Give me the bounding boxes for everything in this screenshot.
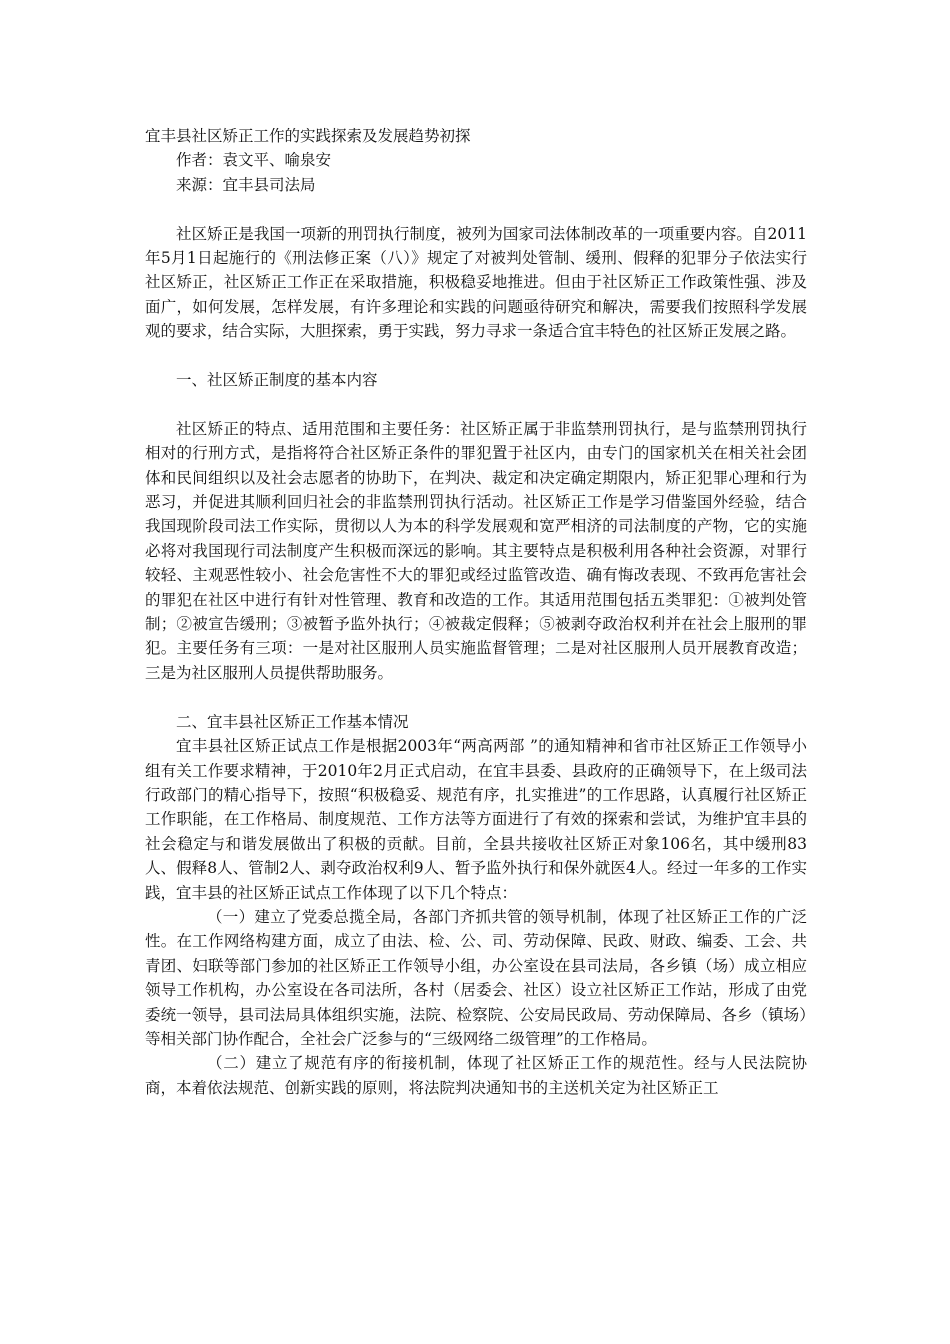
point-1-paragraph: （一）建立了党委总揽全局，各部门齐抓共管的领导机制，体现了社区矫正工作的广泛性。在工作网络构建方面，成立了由法、检、公、司、劳动保障、民政、财政、编委、工会、共青团、妇联等部门参加的社区矫正工作领导小组，办公室设在县司法局，各乡镇（场）成立相应领导工作机构，办公室设在各司法所，各村（居委会、社区）设立社区矫正工作站，形成了由党委统一领导，县司法局具体组织实施，法院、检察院、公安局民政局、劳动保障局、各乡（镇场）等相关部门协作配合，全社会广泛参与的“三级网络二级管理”的工作格局。 [145,907,807,1048]
section-2-paragraph: 宜丰县社区矫正试点工作是根据2003年“两高两部 ”的通知精神和省市社区矫正工作领导小组有关工作要求精神，于2010年2月正式启动，在宜丰县委、县政府的正确领导下，在上级司法行政部门的精心指导下，按照“积极稳妥、规范有序，扎实推进”的工作思路，认真履行社区矫正工作职能，在工作格局、制度规范、工作方法等方面进行了有效的探索和尝试，为维护宜丰县的社会稳定与和谐发展做出了积极的贡献。目前，全县共接收社区矫正对象106名，其中缓刑83人、假释8人、管制2人、剥夺政治权利9人、暂予监外执行和保外就医4人。经过一年多的工作实践，宜丰县的社区矫正试点工作体现了以下几个特点： [145,737,807,902]
point-2-paragraph: （二）建立了规范有序的衔接机制，体现了社区矫正工作的规范性。经与人民法院协商，本着依法规范、创新实践的原则，将法院判决通知书的主送机关定为社区矫正工 [145,1054,807,1097]
section-2-heading: 二、宜丰县社区矫正工作基本情况 [176,712,409,731]
source-line: 来源：宜丰县司法局 [176,175,316,194]
section-1-heading: 一、社区矫正制度的基本内容 [176,371,378,390]
document-page [145,124,807,1100]
author-line: 作者：袁文平、喻泉安 [176,151,332,170]
document-title: 宜丰县社区矫正工作的实践探索及发展趋势初探 [145,127,471,145]
intro-paragraph: 社区矫正是我国一项新的刑罚执行制度，被列为国家司法体制改革的一项重要内容。自2011年5月1日起施行的《刑法修正案（八）》规定了对被判处管制、缓刑、假释的犯罪分子依法实行社区矫正，社区矫正工作正在采取措施，积极稳妥地推进。但由于社区矫正工作政策性强、涉及面广，如何发展，怎样发展，有许多理论和实践的问题亟待研究和解决，需要我们按照科学发展观的要求，结合实际，大胆探索，勇于实践，努力寻求一条适合宜丰特色的社区矫正发展之路。 [145,224,807,341]
section-1-paragraph: 社区矫正的特点、适用范围和主要任务：社区矫正属于非监禁刑罚执行，是与监禁刑罚执行相对的行刑方式，是指将符合社区矫正条件的罪犯置于社区内，由专门的国家机关在相关社会团体和民间组织以及社会志愿者的协助下，在判决、裁定和决定确定期限内，矫正犯罪心理和行为恶习，并促进其顺利回归社会的非监禁刑罚执行活动。社区矫正工作是学习借鉴国外经验，结合我国现阶段司法工作实际，贯彻以人为本的科学发展观和宽严相济的司法制度的产物，它的实施必将对我国现行司法制度产生积极而深远的影响。其主要特点是积极利用各种社会资源，对罪行较轻、主观恶性较小、社会危害性不大的罪犯或经过监管改造、确有悔改表现、不致再危害社会的罪犯在社区中进行有针对性管理、教育和改造的工作。其适用范围包括五类罪犯：①被判处管制；②被宣告缓刑；③被暂予监外执行；④被裁定假释；⑤被剥夺政治权利并在社会上服刑的罪犯。主要任务有三项：一是对社区服刑人员实施监督管理；二是对社区服刑人员开展教育改造；三是为社区服刑人员提供帮助服务。 [145,419,807,682]
